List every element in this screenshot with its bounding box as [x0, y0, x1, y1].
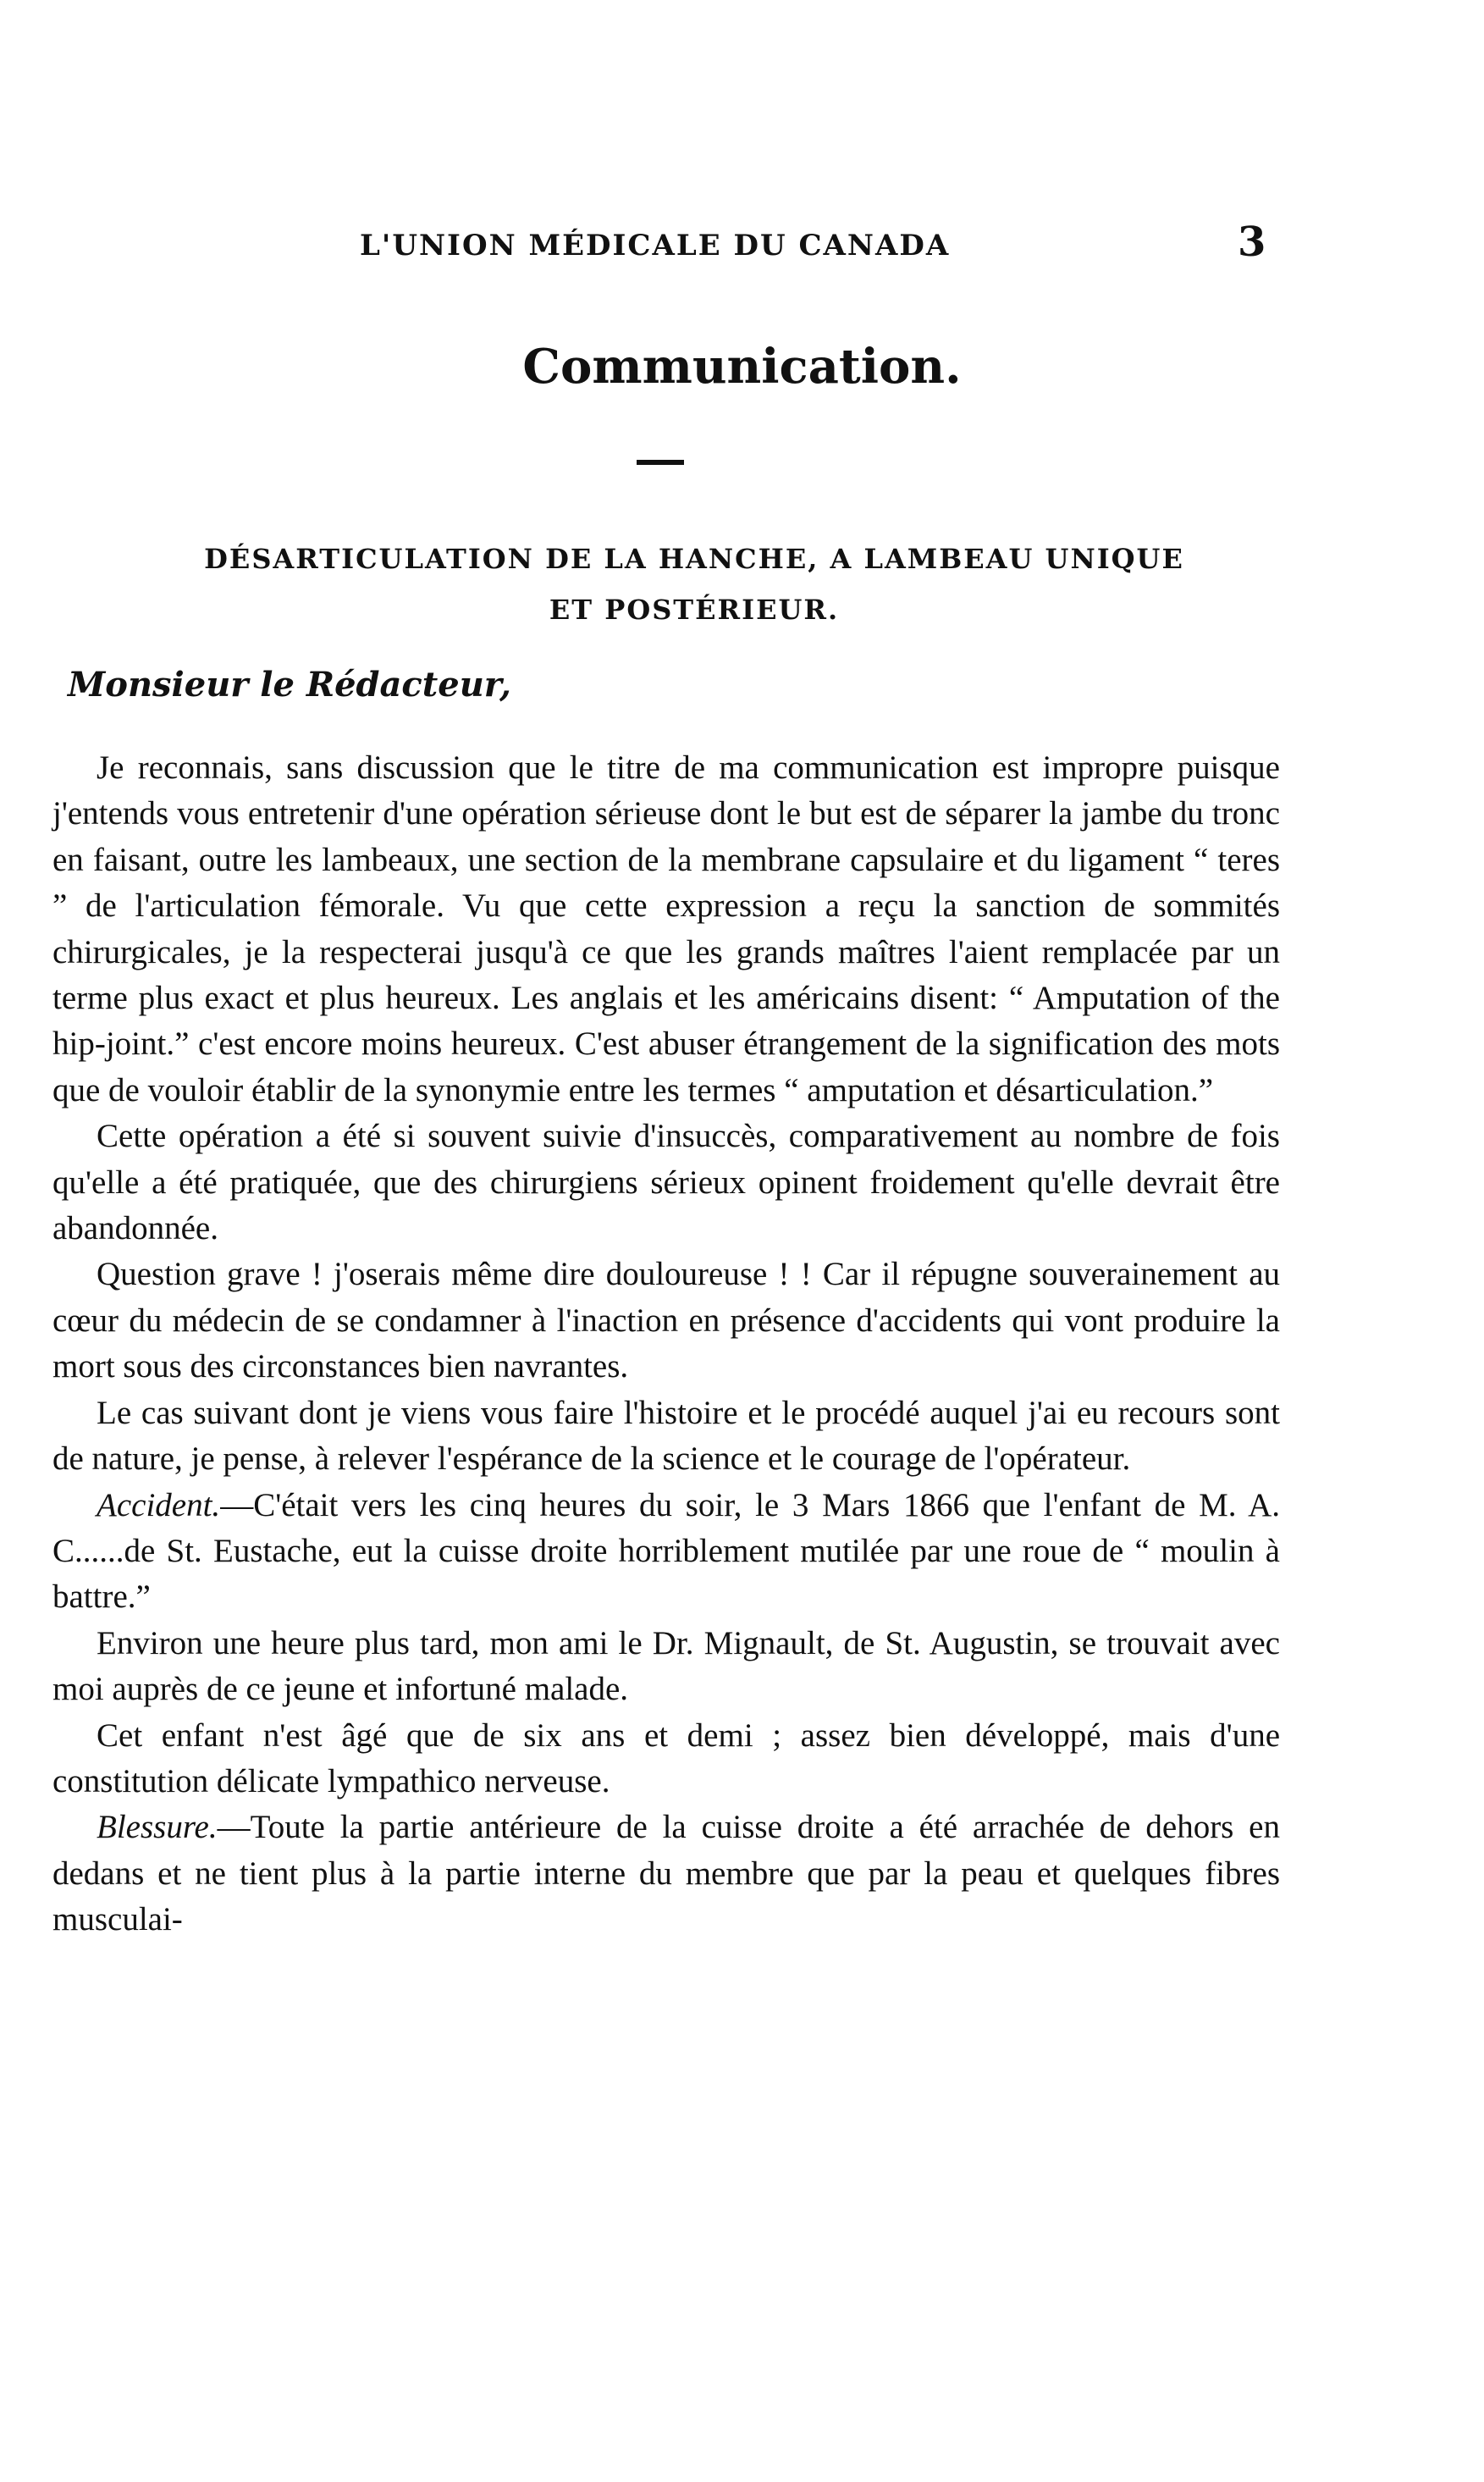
paragraph-lead: Accident.	[97, 1486, 221, 1523]
page-number: 3	[1238, 218, 1266, 266]
paragraph-text: Question grave ! j'oserais même dire douloureuse ! ! Car il répugne souverainement au cœur du médecin de se condamner à l'inaction en présence d'accidents qui vont produire la mort sous des circonstances bien navrantes.	[52, 1256, 1280, 1385]
paragraph	[52, 1252, 1280, 1390]
article-title-line-1: DÉSARTICULATION DE LA HANCHE, A LAMBEAU UNIQUE	[204, 543, 1184, 575]
paragraph-text: Environ une heure plus tard, mon ami le Dr. Mignault, de St. Augustin, se trouvait avec moi auprès de ce jeune et infortuné malade.	[52, 1624, 1280, 1708]
salutation: Monsieur le Rédacteur,	[68, 665, 511, 705]
paragraph-text: Cet enfant n'est âgé que de six ans et demi ; assez bien développé, mais d'une constitution délicate lympathico nerveuse.	[52, 1716, 1280, 1799]
paragraph-lead: Blessure.	[97, 1809, 218, 1846]
paragraph	[52, 1713, 1280, 1805]
paragraph-text: Cette opération a été si souvent suivie d'insuccès, comparativement au nombre de fois qu'elle a été pratiquée, que des chirurgiens sérieux opinent froidement qu'elle devrait être abandonnée.	[52, 1118, 1280, 1247]
paragraph	[52, 1390, 1280, 1483]
running-header: L'UNION MÉDICALE DU CANADA	[360, 229, 951, 263]
paragraph	[52, 1621, 1280, 1713]
paragraph	[52, 1114, 1280, 1252]
paragraph-text: —Toute la partie antérieure de la cuisse droite a été arrachée de dehors en dedans et ne tient plus à la partie interne du membre que par la peau et quelques fibres musculai-	[52, 1809, 1280, 1938]
title-rule	[637, 460, 684, 465]
article-title-line-2: ET POSTÉRIEUR.	[549, 594, 840, 626]
paragraph-text: Le cas suivant dont je viens vous faire l'histoire et le procédé auquel j'ai eu recours sont de nature, je pense, à relever l'espérance de la science et le courage de l'opérateur.	[52, 1394, 1280, 1478]
article-title	[135, 533, 1253, 635]
paragraph	[52, 1805, 1280, 1943]
article-body	[52, 745, 1280, 1943]
paragraph	[52, 745, 1280, 1114]
paragraph-text: Je reconnais, sans discussion que le titre de ma communication est impropre puisque j'entends vous entretenir d'une opération sérieuse dont le but est de séparer la jambe du tronc en faisant, outre les lambeaux, une section de la membrane capsulaire et du ligament “ teres ” de l'articulation fémorale. Vu que cette expression a reçu la sanction de sommités chirurgicales, je la respecterai jusqu'à ce que les grands maîtres l'aient remplacée par un terme plus exact et plus heureux. Les anglais et les américains disent: “ Amputation of the hip-joint.” c'est encore moins heureux. C'est abuser étrangement de la signification des mots que de vouloir établir de la synonymie entre les termes “ amputation et désarticulation.”	[52, 749, 1280, 1108]
section-title: Communication.	[522, 339, 962, 395]
paragraph	[52, 1483, 1280, 1621]
paragraph-text: —C'était vers les cinq heures du soir, le 3 Mars 1866 que l'enfant de M. A. C......de St. Eustache, eut la cuisse droite horriblement mutilée par une roue de “ moulin à battre.”	[52, 1486, 1280, 1616]
